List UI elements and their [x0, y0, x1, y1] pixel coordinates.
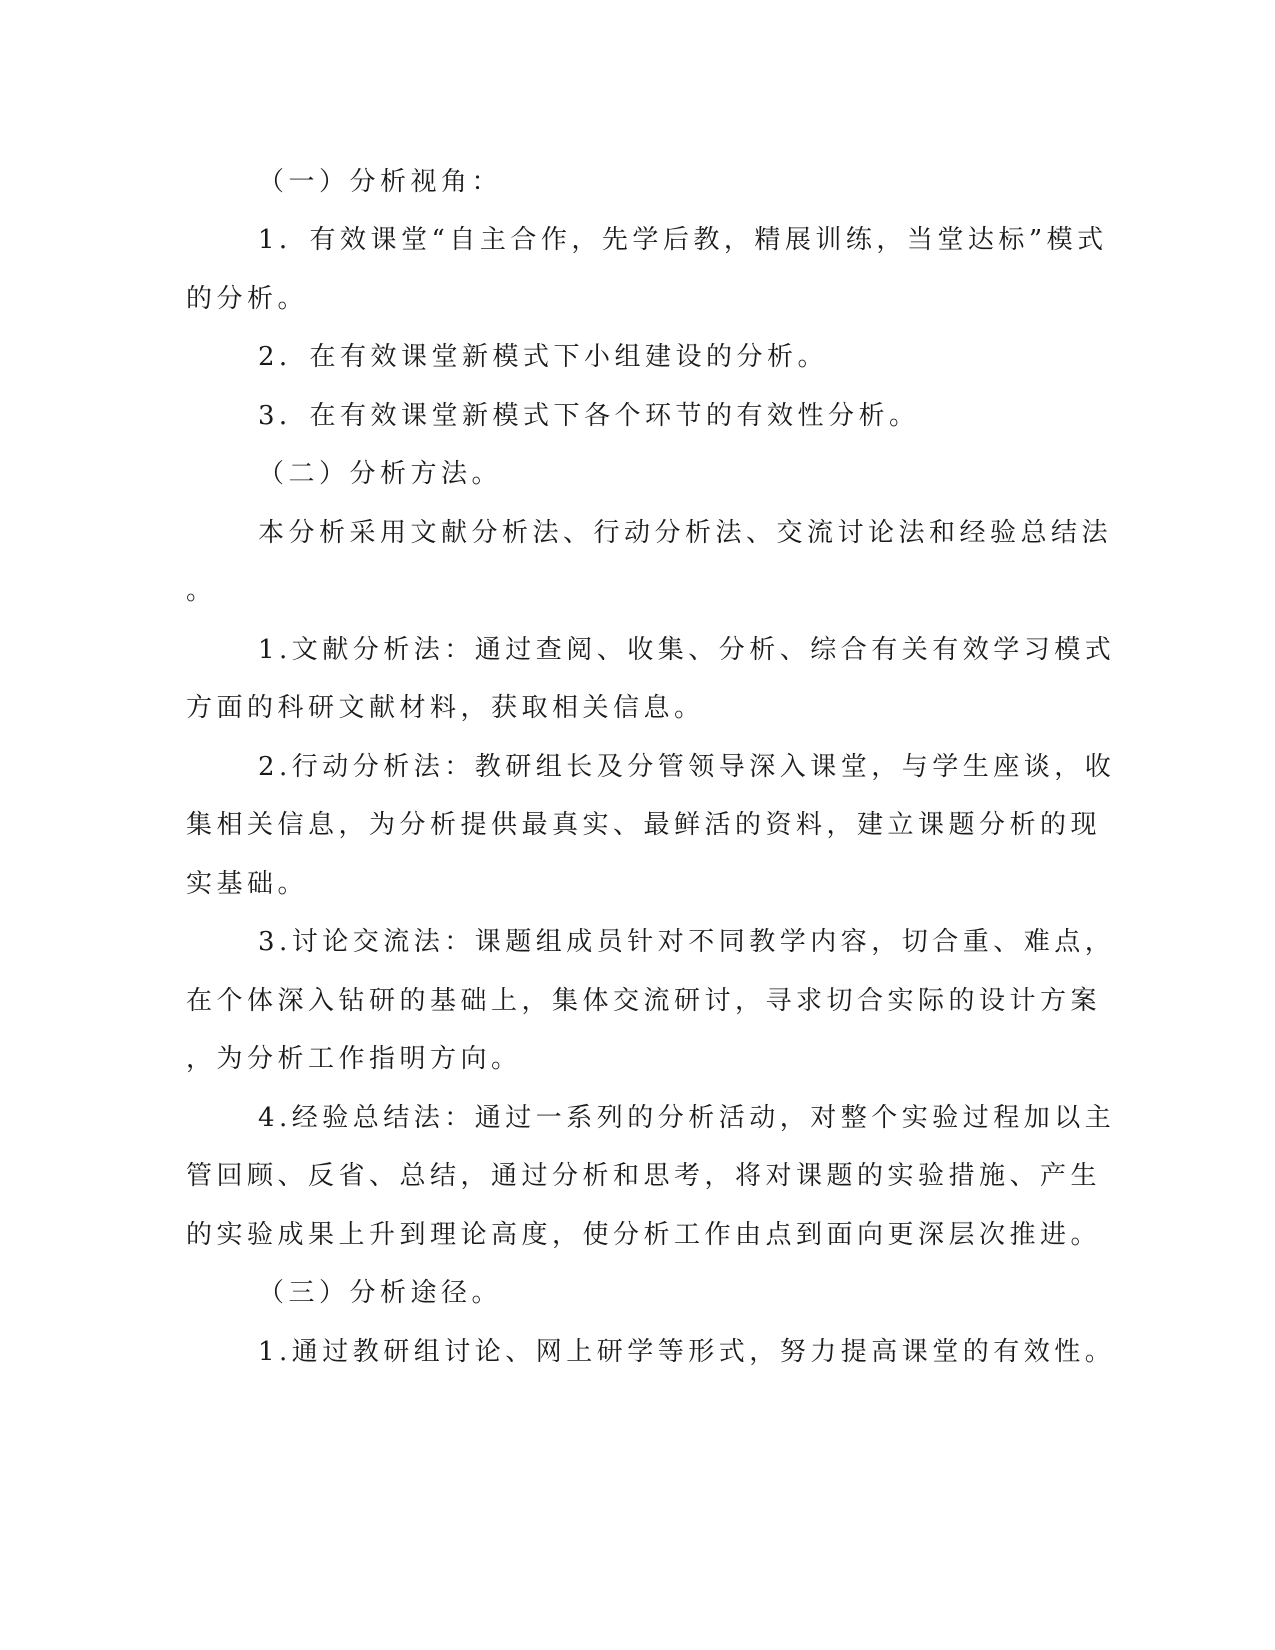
paragraph-line: 的实验成果上升到理论高度，使分析工作由点到面向更深层次推进。: [186, 1220, 1102, 1250]
paragraph-line: 集相关信息，为分析提供最真实、最鲜活的资料，建立课题分析的现: [186, 810, 1102, 840]
paragraph-line: 2．在有效课堂新模式下小组建设的分析。: [258, 342, 829, 372]
paragraph-line: 2.行动分析法：教研组长及分管领导深入课堂，与学生座谈，收: [258, 752, 1116, 782]
paragraph-line: 本分析采用文献分析法、行动分析法、交流讨论法和经验总结法: [258, 518, 1113, 548]
paragraph-line: 方面的科研文献材料，获取相关信息。: [186, 693, 705, 723]
paragraph-line: 管回顾、反省、总结，通过分析和思考，将对课题的实验措施、产生: [186, 1161, 1102, 1191]
paragraph-line: 在个体深入钻研的基础上，集体交流研讨，寻求切合实际的设计方案: [186, 986, 1102, 1016]
paragraph-line: 实基础。: [186, 869, 309, 899]
section-heading-perspective: （一）分析视角：: [258, 167, 503, 197]
paragraph-line: ，为分析工作指明方向。: [186, 1044, 522, 1074]
section-heading-approach: （三）分析途径。: [258, 1278, 503, 1308]
paragraph-line: 1.通过教研组讨论、网上研学等形式，努力提高课堂的有效性。: [258, 1337, 1116, 1367]
paragraph-line: 3．在有效课堂新模式下各个环节的有效性分析。: [258, 401, 920, 431]
paragraph-line: 3.讨论交流法：课题组成员针对不同教学内容，切合重、难点，: [258, 927, 1116, 957]
paragraph-line: 1．有效课堂“自主合作，先学后教，精展训练，当堂达标”模式: [258, 225, 1108, 255]
paragraph-line: 1.文献分析法：通过查阅、收集、分析、综合有关有效学习模式: [258, 635, 1116, 665]
paragraph-line: 的分析。: [186, 284, 309, 314]
section-heading-method: （二）分析方法。: [258, 459, 503, 489]
paragraph-line: 。: [186, 576, 217, 606]
paragraph-line: 4.经验总结法：通过一系列的分析活动，对整个实验过程加以主: [258, 1103, 1116, 1133]
